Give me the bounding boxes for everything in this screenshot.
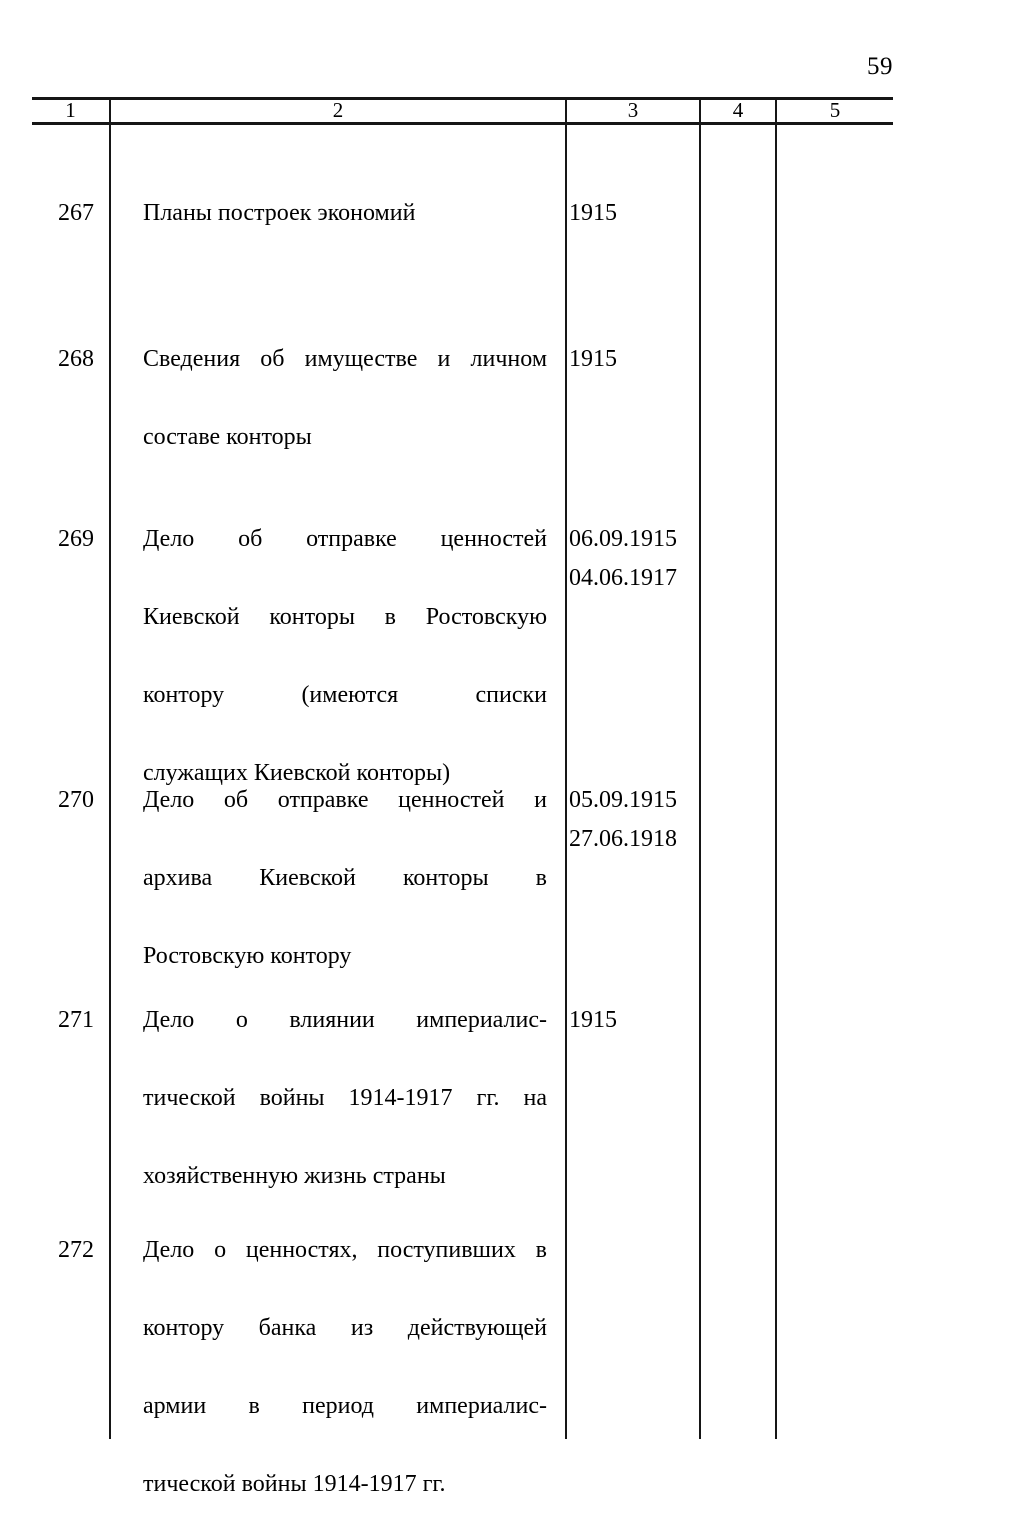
description-line: армии в период империалис- <box>143 1393 547 1419</box>
column-divider-4 <box>775 99 777 1439</box>
row-number: 267 <box>58 200 94 226</box>
column-header-4: 4 <box>732 98 744 122</box>
column-divider-1 <box>109 99 111 1439</box>
row-dates <box>569 520 697 598</box>
column-divider-3 <box>699 99 701 1439</box>
row-number: 272 <box>58 1237 94 1263</box>
description-line: Дело о влиянии империалис- <box>143 1007 547 1033</box>
description-line: тической войны 1914-1917 гг. на <box>143 1085 547 1111</box>
description-line: контору банка из действующей <box>143 1315 547 1341</box>
description-line: составе конторы <box>143 424 312 450</box>
column-divider-2 <box>565 99 567 1439</box>
date-value: 05.09.1915 <box>569 787 677 813</box>
date-value: 1915 <box>569 346 617 372</box>
row-description <box>143 1231 547 1504</box>
column-header-2: 2 <box>332 98 344 122</box>
description-line: хозяйственную жизнь страны <box>143 1163 446 1189</box>
row-description <box>143 1001 547 1196</box>
row-description <box>143 520 547 793</box>
column-header-3: 3 <box>627 98 639 122</box>
row-dates <box>569 1001 697 1040</box>
date-value: 04.06.1917 <box>569 565 677 591</box>
row-dates <box>569 781 697 859</box>
description-line: Дело об отправке ценностей и <box>143 787 547 813</box>
description-line: Дело о ценностях, поступивших в <box>143 1237 547 1263</box>
row-description <box>143 340 547 457</box>
row-description <box>143 781 547 976</box>
row-dates <box>569 194 697 233</box>
row-number: 270 <box>58 787 94 813</box>
inventory-table <box>32 97 893 1497</box>
table-header-divider <box>32 122 893 125</box>
description-line: Планы построек экономий <box>143 200 416 226</box>
description-line: Сведения об имуществе и личном <box>143 346 547 372</box>
description-line: Киевской конторы в Ростовскую <box>143 604 547 630</box>
description-line: архива Киевской конторы в <box>143 865 547 891</box>
description-line: Ростовскую контору <box>143 943 352 969</box>
row-number: 271 <box>58 1007 94 1033</box>
description-line: Дело об отправке ценностей <box>143 526 547 552</box>
date-value: 1915 <box>569 1007 617 1033</box>
row-description <box>143 194 547 233</box>
date-value: 06.09.1915 <box>569 526 677 552</box>
date-value: 27.06.1918 <box>569 826 677 852</box>
date-value: 1915 <box>569 200 617 226</box>
description-line: служащих Киевской конторы) <box>143 760 451 786</box>
row-dates <box>569 340 697 379</box>
column-header-1: 1 <box>65 98 76 122</box>
page-number: 59 <box>867 53 893 80</box>
row-number: 268 <box>58 346 94 372</box>
column-header-5: 5 <box>829 98 841 122</box>
description-line: тической войны 1914-1917 гг. <box>143 1471 446 1497</box>
row-number: 269 <box>58 526 94 552</box>
description-line: контору (имеются списки <box>143 682 547 708</box>
